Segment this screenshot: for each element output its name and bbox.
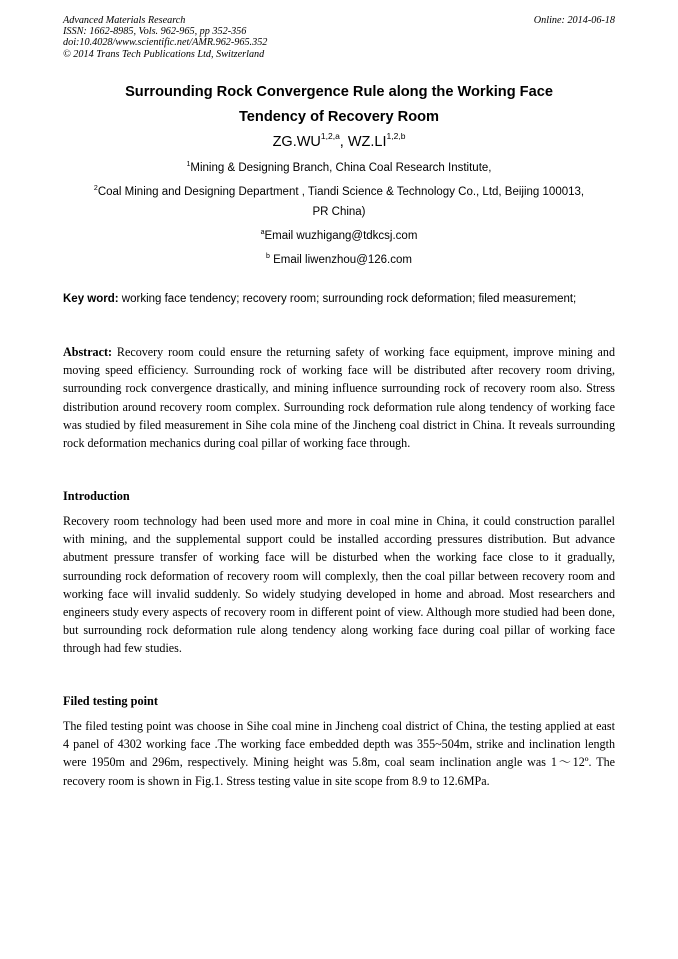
affiliation-2-superscript: 2 (93, 185, 98, 192)
email-a-text: Email wuzhigang@tdkcsj.com (264, 230, 418, 242)
author-list (63, 132, 615, 152)
journal-copyright: © 2014 Trans Tech Publications Ltd, Switzerland (63, 48, 265, 60)
email-a (63, 226, 615, 246)
email-b-superscript: b (266, 253, 270, 260)
keywords-text: working face tendency; recovery room; surrounding rock deformation; filed measurement; (118, 293, 577, 305)
email-a-superscript: a (260, 229, 265, 236)
journal-issn: ISSN: 1662-8985, Vols. 962-965, pp 352-356 (63, 26, 247, 38)
testing-point-heading: Filed testing point (63, 694, 158, 708)
keywords-label: Key word: (63, 293, 119, 305)
journal-name: Advanced Materials Research (63, 15, 186, 26)
keywords-block (63, 290, 615, 308)
paper-title (63, 80, 615, 130)
affiliation-2 (63, 182, 615, 222)
journal-doi: doi:10.4028/www.scientific.net/AMR.962-965.352 (63, 37, 268, 49)
email-b (63, 250, 615, 270)
introduction-heading: Introduction (63, 489, 130, 503)
online-date: Online: 2014-06-18 (533, 15, 615, 26)
journal-header (63, 15, 615, 60)
abstract-text: Recovery room could ensure the returning safety of working face equipment, improve mining and moving speed efficiency. Surrounding rock of working face will be distributed after recovery room driving, surrounding rock convergence drastically, and mining influence surrounding rock of recovery room also. Stress distribution around recovery room complex. Surrounding rock deformation rule along tendency of working face was studied by filed measurement in Sihe cola mine of the Jincheng coal district in China. It reveals surrounding rock deformation mechanics during coal pillar of working face through. (63, 345, 615, 451)
author-separator: , (339, 134, 348, 150)
abstract-block (63, 343, 615, 452)
email-b-text: Email liwenzhou@126.com (269, 254, 412, 266)
affiliation-2-line-1: Coal Mining and Designing Department , Tiandi Science & Technology Co., Ltd, Beijing 100013, (97, 186, 585, 198)
testing-point-paragraph: The filed testing point was choose in Sihe coal mine in Jincheng coal district of China, the testing applied at east 4 panel of 4302 working face .The working face embedded depth was 355~504m, strike and inclination length were 1950m and 296m, respectively. Mining height was 5.8m, coal seam inclination angle was 1～12º. The recovery room is shown in Fig.1. Stress testing value in site scope from 8.9 to 12.6MPa. (63, 719, 615, 788)
affiliation-1-text: Mining & Designing Branch, China Coal Research Institute, (190, 162, 492, 174)
title-line-1: Surrounding Rock Convergence Rule along the Working Face (125, 84, 553, 100)
abstract-label: Abstract: (63, 345, 113, 359)
affiliation-1 (63, 158, 615, 178)
introduction-paragraph: Recovery room technology had been used more and more in coal mine in China, it could construction parallel with mining, and the supplemental support could be installed according pressures distribution. But advance abutment pressure transfer of working face will be disturbed when the working face close to it gradually, surrounding rock deformation of recovery room will complexly, then the coal pillar between recovery room and working face will invalid suddenly. So widely studying developed in home and abroad. Most researchers and engineers study every aspects of recovery room in different point of view. Although more studied had been done, but surrounding rock deformation rule along tendency along working face during coal pillar of working face through had few studies. (63, 514, 615, 656)
author-1-superscript: 1,2,a (320, 131, 340, 141)
affiliation-1-superscript: 1 (186, 161, 191, 168)
title-line-2: Tendency of Recovery Room (238, 109, 440, 125)
author-2-superscript: 1,2,b (386, 131, 406, 141)
affiliation-2-line-2: PR China) (312, 206, 366, 218)
author-2-name: WZ.LI (347, 134, 387, 150)
author-1-name: ZG.WU (272, 134, 321, 150)
